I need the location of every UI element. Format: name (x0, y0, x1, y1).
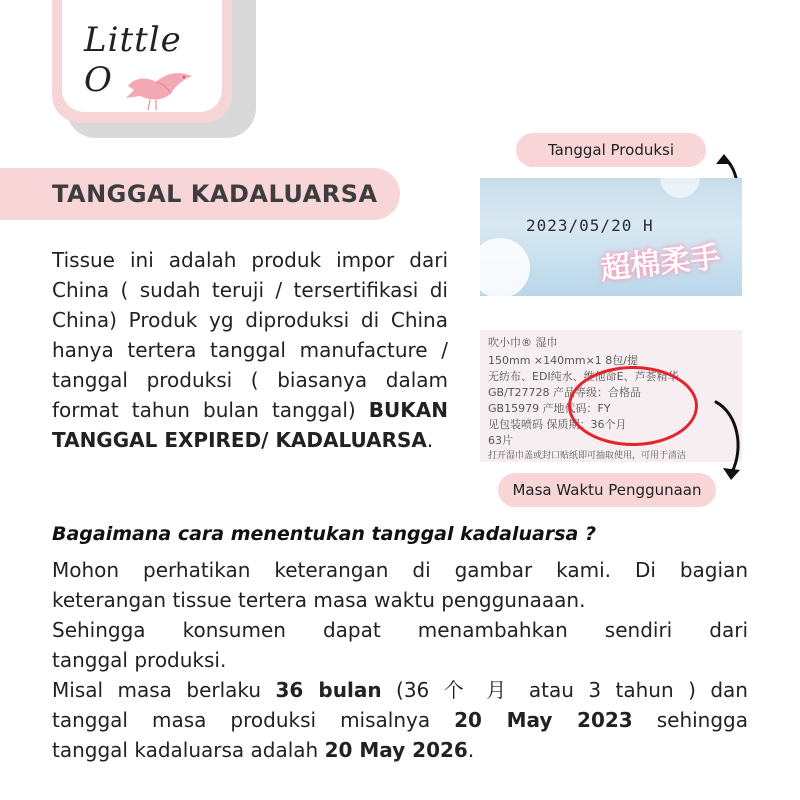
photo-text-line: 无纺布、EDI纯水、维他命E、芦荟精华 (488, 370, 679, 383)
explanation-line: Sehingga konsumen dapat menambahkan sendiri dari (52, 618, 748, 642)
bold-expiry-date: 20 May 2026 (324, 738, 468, 762)
photo-bubble (480, 238, 530, 296)
logo-inner (62, 0, 222, 112)
explanation-line (52, 705, 748, 735)
photo-text-line: 吹小巾® 湿巾 (488, 336, 558, 349)
logo-card (52, 0, 232, 123)
photo-chinese-text: 超棉柔手 (598, 239, 722, 288)
photo-text-line: 63片 (488, 434, 513, 447)
intro-end: . (426, 428, 434, 452)
text-part: sehingga (632, 708, 748, 732)
production-date-photo (480, 178, 742, 296)
intro-text: Tissue ini adalah produk impor dari China ( sudah teruji / tersertifikasi di China) Produk yg diproduksi di China hanya tertera tanggal manufacture / tanggal produksi ( biasanya dalam format tahun bulan tanggal) (52, 248, 448, 422)
photo-text-line: GB/T27728 产品等级：合格品 (488, 386, 641, 399)
question-heading: Bagaimana cara menentukan tanggal kadaluarsa ? (52, 523, 596, 545)
bold-duration: 36 bulan (275, 678, 382, 702)
explanation-line (52, 735, 748, 765)
text-part: Misal masa berlaku (52, 678, 276, 702)
usage-period-photo (480, 330, 742, 462)
logo-text: Little O (84, 20, 182, 100)
bird-icon (120, 64, 200, 114)
photo-text-line: GB15979 产地代码：FY (488, 402, 611, 415)
curved-arrow-down-icon (708, 396, 758, 486)
explanation-paragraph (52, 555, 748, 765)
text-part: tanggal masa produksi misalnya (52, 708, 455, 732)
intro-paragraph (52, 245, 448, 455)
text-part: . (467, 738, 475, 762)
explanation-line (52, 675, 748, 705)
photo-text-line: 打开湿巾盖或封口贴纸即可抽取使用，可用于清洁 (488, 451, 687, 461)
section-title: TANGGAL KADALUARSA (52, 180, 378, 208)
photo-bubble (660, 178, 700, 198)
intro-bold: BUKAN TANGGAL EXPIRED/ KADALUARSA (52, 398, 448, 452)
photo-text-line: 150mm ×140mm×1 8包/提 (488, 354, 638, 367)
highlight-circle (568, 366, 698, 446)
explanation-line: tanggal produksi. (52, 648, 227, 672)
explanation-line: keterangan tissue tertera masa waktu penggunaaan. (52, 588, 586, 612)
text-part: tanggal kadaluarsa adalah (52, 738, 325, 762)
explanation-line: Mohon perhatikan keterangan di gambar kami. Di bagian (52, 558, 748, 582)
photo-date-stamp: 2023/05/20 H (526, 216, 654, 235)
text-part: (36 个 月 atau 3 tahun ) dan (381, 678, 748, 702)
usage-period-label: Masa Waktu Penggunaan (498, 473, 716, 507)
photo-text-line: 见包装喷码 保质期：36个月 (488, 418, 627, 431)
production-date-label: Tanggal Produksi (516, 133, 706, 167)
bold-production-date: 20 May 2023 (454, 708, 633, 732)
